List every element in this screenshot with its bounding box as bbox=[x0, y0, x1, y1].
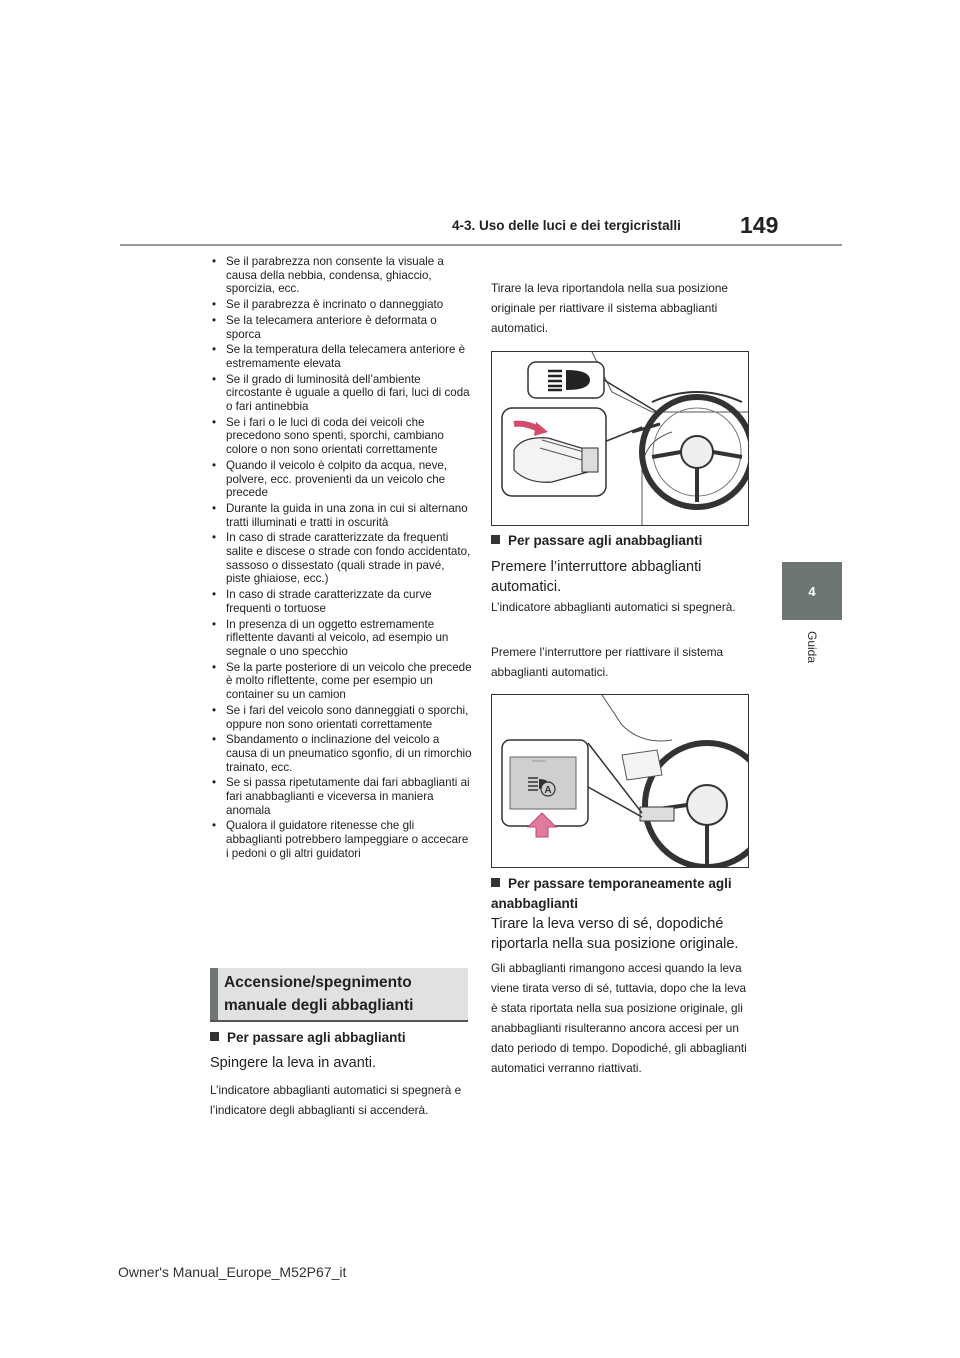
figure-lever bbox=[491, 351, 749, 526]
list-item: • Se i fari del veicolo sono danneggiati o sporchi, oppure non sono orientati correttamente bbox=[210, 704, 472, 731]
block2-lead: Premere l’interruttore abbaglianti automatici. bbox=[491, 559, 702, 595]
list-item: • Qualora il guidatore ritenesse che gli abbaglianti potrebbero lampeggiare o accecare i pedoni o gli altri guidatori bbox=[210, 819, 472, 860]
conditions-list bbox=[210, 255, 472, 863]
chapter-number: 4 bbox=[808, 584, 816, 599]
block3-body: Gli abbaglianti rimangono accesi quando la leva viene tirata verso di sé, tuttavia, dopo che la leva è stata riportata nella sua posizione originale, gli anabbaglianti risulteranno ancora accesi per un dato periodo di tempo. Dopodiché, gli abbaglianti automatici verranno riattivati. bbox=[491, 961, 747, 1075]
list-item: • Se la temperatura della telecamera anteriore è estremamente elevata bbox=[210, 343, 472, 370]
block2-title bbox=[491, 533, 753, 548]
heading-accent-bar bbox=[210, 968, 218, 1020]
square-bullet-icon bbox=[491, 878, 500, 887]
list-item: • Se il grado di luminosità dell’ambiente circostante è uguale a quello di fari, luci di coda o fari antinebbia bbox=[210, 373, 472, 414]
block3-title-text: Per passare temporaneamente agli anabbaglianti bbox=[491, 876, 732, 911]
chapter-label bbox=[782, 630, 842, 664]
lever-illustration bbox=[492, 352, 748, 525]
list-item: • In caso di strade caratterizzate da frequenti salite e discese o strade con fondo accidentato, sassoso o dissestato (quali strade in pavé, piste ghiaiose, ecc.) bbox=[210, 531, 472, 586]
list-item: • Quando il veicolo è colpito da acqua, neve, polvere, ecc. provenienti da un veicolo che precede bbox=[210, 459, 472, 500]
list-item: • Se la parte posteriore di un veicolo che precede è molto riflettente, come per esempio un container su un camion bbox=[210, 661, 472, 702]
section-heading: Accensione/spegnimento manuale degli abbaglianti bbox=[224, 974, 414, 1014]
section-title: 4-3. Uso delle luci e dei tergicristalli bbox=[452, 218, 681, 233]
block2-title-text: Per passare agli anabbaglianti bbox=[508, 533, 703, 548]
page-number: 149 bbox=[740, 212, 779, 238]
list-item: • Se i fari o le luci di coda dei veicoli che precedono sono spenti, sporchi, cambiano colore o non sono orientati correttamente bbox=[210, 416, 472, 457]
chapter-label-text: Guida bbox=[805, 630, 819, 664]
figure-switch bbox=[491, 694, 749, 868]
block1-body-text: L’indicatore abbaglianti automatici si spegnerà e l’indicatore degli abbaglianti si accenderà. bbox=[210, 1083, 462, 1117]
header-divider bbox=[120, 244, 842, 246]
block1-lead: Spingere la leva in avanti. bbox=[210, 1055, 377, 1071]
block3-title bbox=[491, 874, 753, 914]
list-item: • Durante la guida in una zona in cui si alternano tratti illuminati e tratti in oscurità bbox=[210, 502, 472, 529]
list-item: • Sbandamento o inclinazione del veicolo a causa di un pneumatico sgonfio, di un rimorchio trainato, ecc. bbox=[210, 733, 472, 774]
switch-letter: A bbox=[544, 785, 552, 796]
square-bullet-icon bbox=[210, 1032, 219, 1041]
list-item: • In caso di strade caratterizzate da curve frequenti o tortuose bbox=[210, 588, 472, 615]
chapter-tab bbox=[782, 562, 842, 620]
list-item: • Se si passa ripetutamente dai fari abbaglianti ai fari anabbaglianti e viceversa in maniera anomala bbox=[210, 776, 472, 817]
list-item: • In presenza di un oggetto estremamente riflettente davanti al veicolo, ad esempio un segnale o uno specchio bbox=[210, 618, 472, 659]
list-item: • Se il parabrezza non consente la visuale a causa della nebbia, condensa, ghiaccio, sporcizia, ecc. bbox=[210, 255, 472, 296]
list-item: • Se il parabrezza è incrinato o danneggiato bbox=[210, 298, 472, 312]
square-bullet-icon bbox=[491, 535, 500, 544]
section-heading-box bbox=[210, 968, 468, 1022]
list-item: • Se la telecamera anteriore è deformata o sporca bbox=[210, 314, 472, 341]
block1-body bbox=[210, 1080, 468, 1120]
switch-illustration bbox=[492, 695, 748, 867]
footer-document-id: Owner's Manual_Europe_M52P67_it bbox=[118, 1264, 347, 1280]
block1-body2: Tirare la leva riportandola nella sua posizione originale per riattivare il sistema abbaglianti automatici. bbox=[491, 281, 728, 335]
block1-title-text: Per passare agli abbaglianti bbox=[227, 1030, 406, 1045]
block2-body2: Premere l’interruttore per riattivare il sistema abbaglianti automatici. bbox=[491, 645, 724, 679]
block3-lead: Tirare la leva verso di sé, dopodiché riportarla nella sua posizione originale. bbox=[491, 916, 739, 952]
block1-title bbox=[210, 1030, 472, 1045]
block2-body: L’indicatore abbaglianti automatici si spegnerà. bbox=[491, 600, 736, 614]
